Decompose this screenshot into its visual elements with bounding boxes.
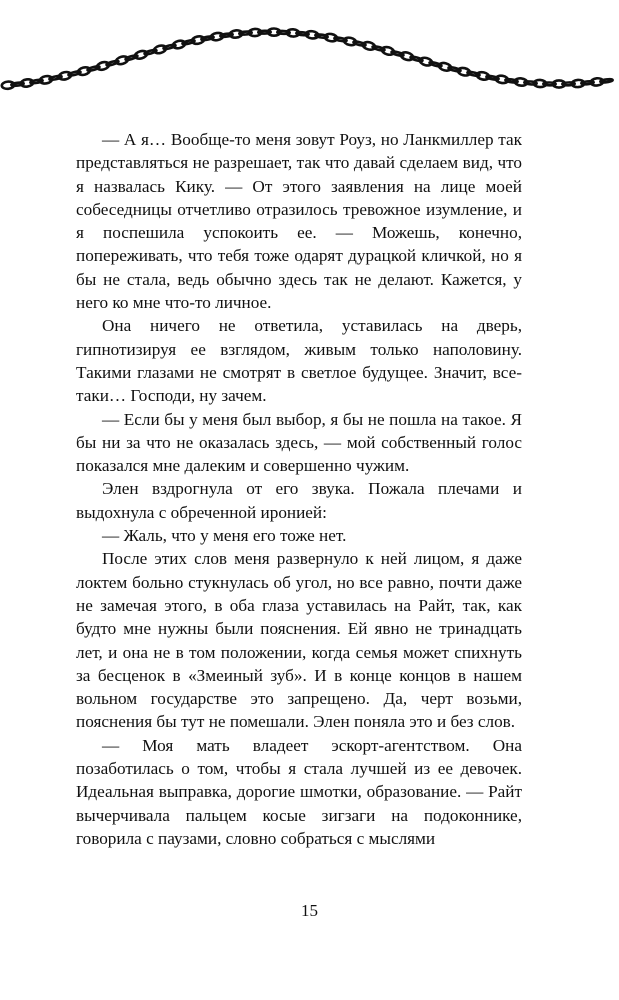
paragraph: Элен вздрогнула от его звука. Пожала плечами и выдохнула с обреченной иронией: [76,479,522,522]
chain-ornament-icon [0,0,619,120]
paragraph: — А я… Вообще-то меня зовут Роуз, но Ланкмиллер так представляться не разрешает, так что давай сделаем вид, что я назвалась Кику. — От этого заявления на лице моей собеседницы отчетливо отразилось тревожное изумление, и я поспешила успокоить ее. — Можешь, конечно, попереживать, что тебя тоже одарят дурацкой кличкой, но я бы не стала, ведь обычно здесь так не делают. Кажется, у него ко мне что-то личное. [76,130,522,313]
paragraph: — Моя мать владеет эскорт-агентством. Она позаботилась о том, чтобы я стала лучшей из ее девочек. Идеальная выправка, дорогие шмотки, образование. — Райт вычерчивала пальцем косые зигзаги на подоконнике, говорила с паузами, словно собраться с мыслями [76,735,522,848]
paragraph: — Жаль, что у меня его тоже нет. [102,526,347,546]
page-number: 15 [301,901,318,920]
paragraph: После этих слов меня развернуло к ней лицом, я даже локтем больно стукнулась об угол, но все равно, почти даже не замечая этого, в оба глаза уставилась на Райт, так, как будто мне нужны были пояснения. Ей явно не тринадцать лет, и она не в том положении, когда семья может спихнуть за бесценок в «Змеиный зуб». И в конце концов в нашем вольном государстве это запрещено. Да, черт возьми, пояснения бы тут не помешали. Элен поняла это и без слов. [76,549,522,732]
paragraph: Она ничего не ответила, уставилась на дверь, гипнотизируя ее взглядом, живым только наполовину. Такими глазами не смотрят в светлое будущее. Значит, все-таки… Господи, ну зачем. [76,316,522,406]
body-text [76,128,522,850]
paragraph: — Если бы у меня был выбор, я бы не пошла на такое. Я бы ни за что не оказалась здесь, — мой собственный голос показался мне далеким и совершенно чужим. [76,409,522,476]
chain-link [600,79,613,83]
